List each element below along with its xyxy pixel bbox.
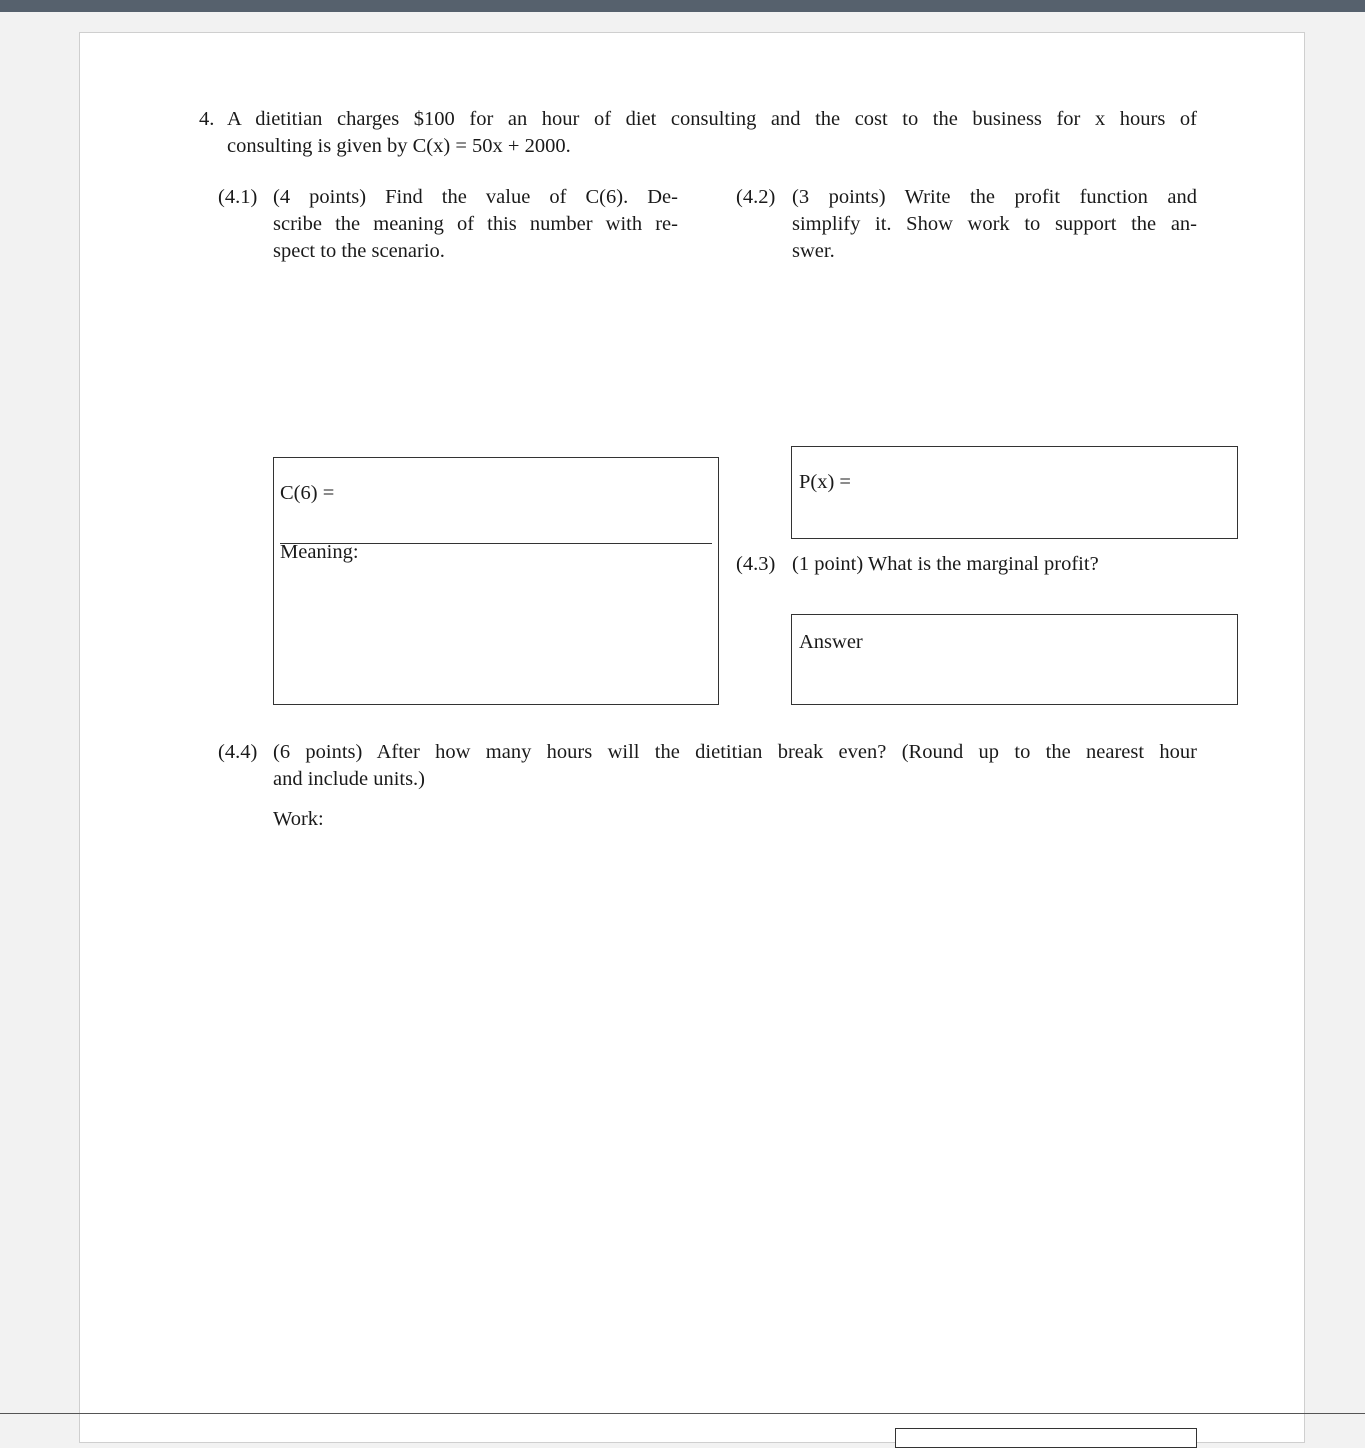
q42-answer-box[interactable]: [791, 446, 1238, 539]
q44-line-1: (6 points) After how many hours will the dietitian break even? (Round up to the nearest hour: [273, 741, 1197, 763]
q41-line-1: (4 points) Find the value of C(6). De-: [273, 186, 678, 208]
q41-meaning-label: Meaning:: [280, 541, 359, 563]
q44-work-label: Work:: [273, 808, 324, 830]
q44-line-2: and include units.): [273, 768, 426, 790]
top-toolbar-bar: [0, 0, 1365, 12]
q44-label: (4.4): [218, 741, 258, 763]
question-stem-line-2: consulting is given by C(x) = 50x + 2000.: [227, 135, 571, 157]
page-bottom-edge: [0, 1413, 1365, 1414]
q42-line-3: swer.: [792, 240, 835, 262]
q43-label: (4.3): [736, 553, 776, 575]
q41-line-2: scribe the meaning of this number with re-: [273, 213, 678, 235]
question-number: 4.: [199, 108, 215, 130]
question-stem-line-1: A dietitian charges $100 for an hour of diet consulting and the cost to the business for x hours of: [227, 108, 1197, 130]
q41-line-3: spect to the scenario.: [273, 240, 445, 262]
q42-label: (4.2): [736, 186, 776, 208]
q44-answer-box-partial[interactable]: [895, 1428, 1197, 1448]
q42-px-label: P(x) =: [799, 471, 851, 493]
q41-c6-label: C(6) =: [280, 482, 335, 504]
document-page: [79, 32, 1305, 1443]
q42-line-1: (3 points) Write the profit function and: [792, 186, 1197, 208]
q43-text: (1 point) What is the marginal profit?: [792, 553, 1099, 575]
q43-answer-box[interactable]: [791, 614, 1238, 705]
q41-answer-box[interactable]: [273, 457, 719, 705]
q41-label: (4.1): [218, 186, 258, 208]
q42-line-2: simplify it. Show work to support the an-: [792, 213, 1197, 235]
q43-answer-label: Answer: [799, 631, 863, 653]
